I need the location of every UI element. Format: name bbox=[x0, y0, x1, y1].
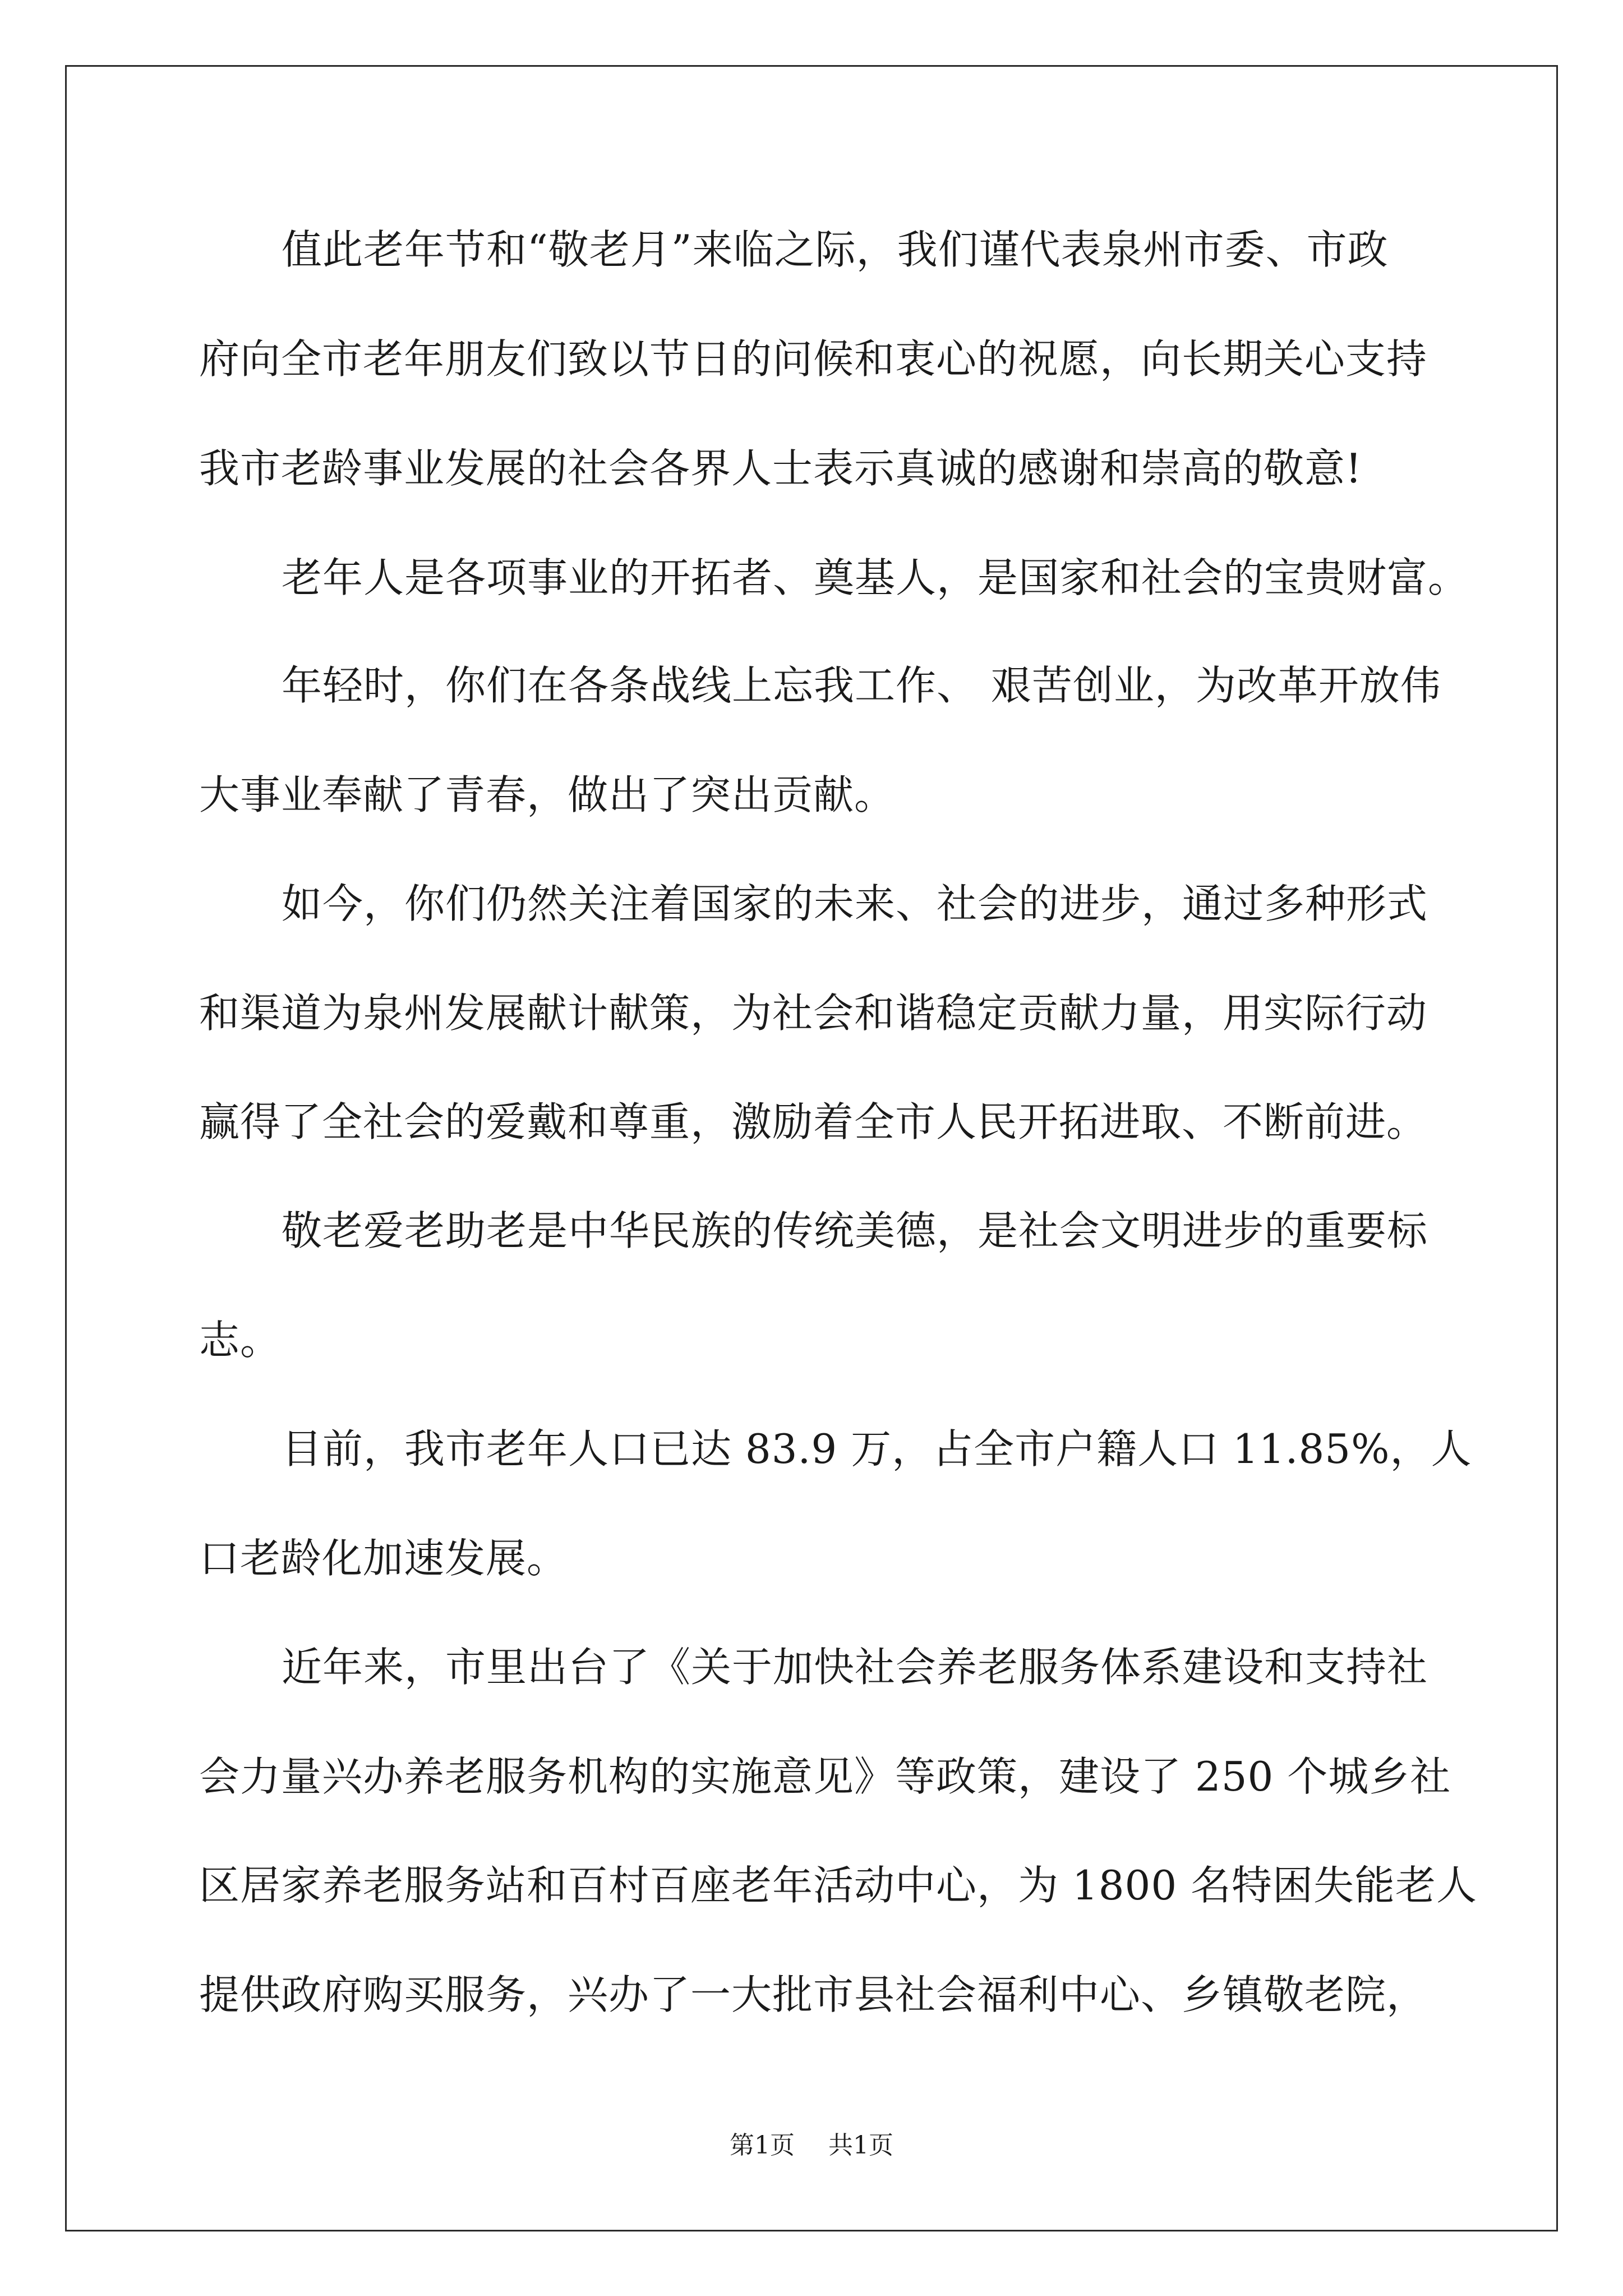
page-total: 共1页 bbox=[828, 2131, 893, 2160]
paragraph-4-line-2: 和渠道为泉州发展献计献策，为社会和谐稳定贡献力量，用实际行动 bbox=[199, 990, 1428, 1037]
paragraph-6-line-1: 目前，我市老年人口已达 83.9 万，占全市户籍人口 11.85%，人 bbox=[282, 1425, 1472, 1473]
paragraph-6-line-2: 口老龄化加速发展。 bbox=[199, 1535, 568, 1582]
paragraph-4-line-1: 如今，你们仍然关注着国家的未来、社会的进步，通过多种形式 bbox=[282, 880, 1428, 927]
paragraph-3-line-1: 年轻时，你们在各条战线上忘我工作、 艰苦创业，为改革开放伟 bbox=[282, 662, 1441, 709]
paragraph-5-line-2: 志。 bbox=[199, 1317, 282, 1364]
paragraph-1-line-2: 府向全市老年朋友们致以节日的问候和衷心的祝愿，向长期关心支持 bbox=[199, 335, 1428, 383]
paragraph-7-line-3: 区居家养老服务站和百村百座老年活动中心，为 1800 名特困失能老人 bbox=[199, 1862, 1478, 1909]
page-footer bbox=[0, 2129, 1623, 2162]
page-number: 第1页 bbox=[730, 2131, 795, 2160]
paragraph-4-line-3: 赢得了全社会的爱戴和尊重，激励着全市人民开拓进取、不断前进。 bbox=[199, 1098, 1428, 1145]
paragraph-7-line-1: 近年来，市里出台了《关于加快社会养老服务体系建设和支持社 bbox=[282, 1644, 1428, 1691]
paragraph-3-line-2: 大事业奉献了青春，做出了突出贡献。 bbox=[199, 771, 896, 818]
paragraph-7-line-4: 提供政府购买服务，兴办了一大批市县社会福利中心、乡镇敬老院， bbox=[199, 1971, 1428, 2018]
paragraph-1-line-3: 我市老龄事业发展的社会各界人士表示真诚的感谢和崇高的敬意! bbox=[199, 445, 1362, 492]
paragraph-2-line-1: 老年人是各项事业的开拓者、奠基人，是国家和社会的宝贵财富。 bbox=[282, 554, 1469, 601]
paragraph-5-line-1: 敬老爱老助老是中华民族的传统美德，是社会文明进步的重要标 bbox=[282, 1207, 1428, 1254]
paragraph-7-line-2: 会力量兴办养老服务机构的实施意见》等政策，建设了 250 个城乡社 bbox=[199, 1753, 1451, 1800]
paragraph-1-line-1: 值此老年节和“敬老月”来临之际，我们谨代表泉州市委、市政 bbox=[282, 226, 1389, 273]
